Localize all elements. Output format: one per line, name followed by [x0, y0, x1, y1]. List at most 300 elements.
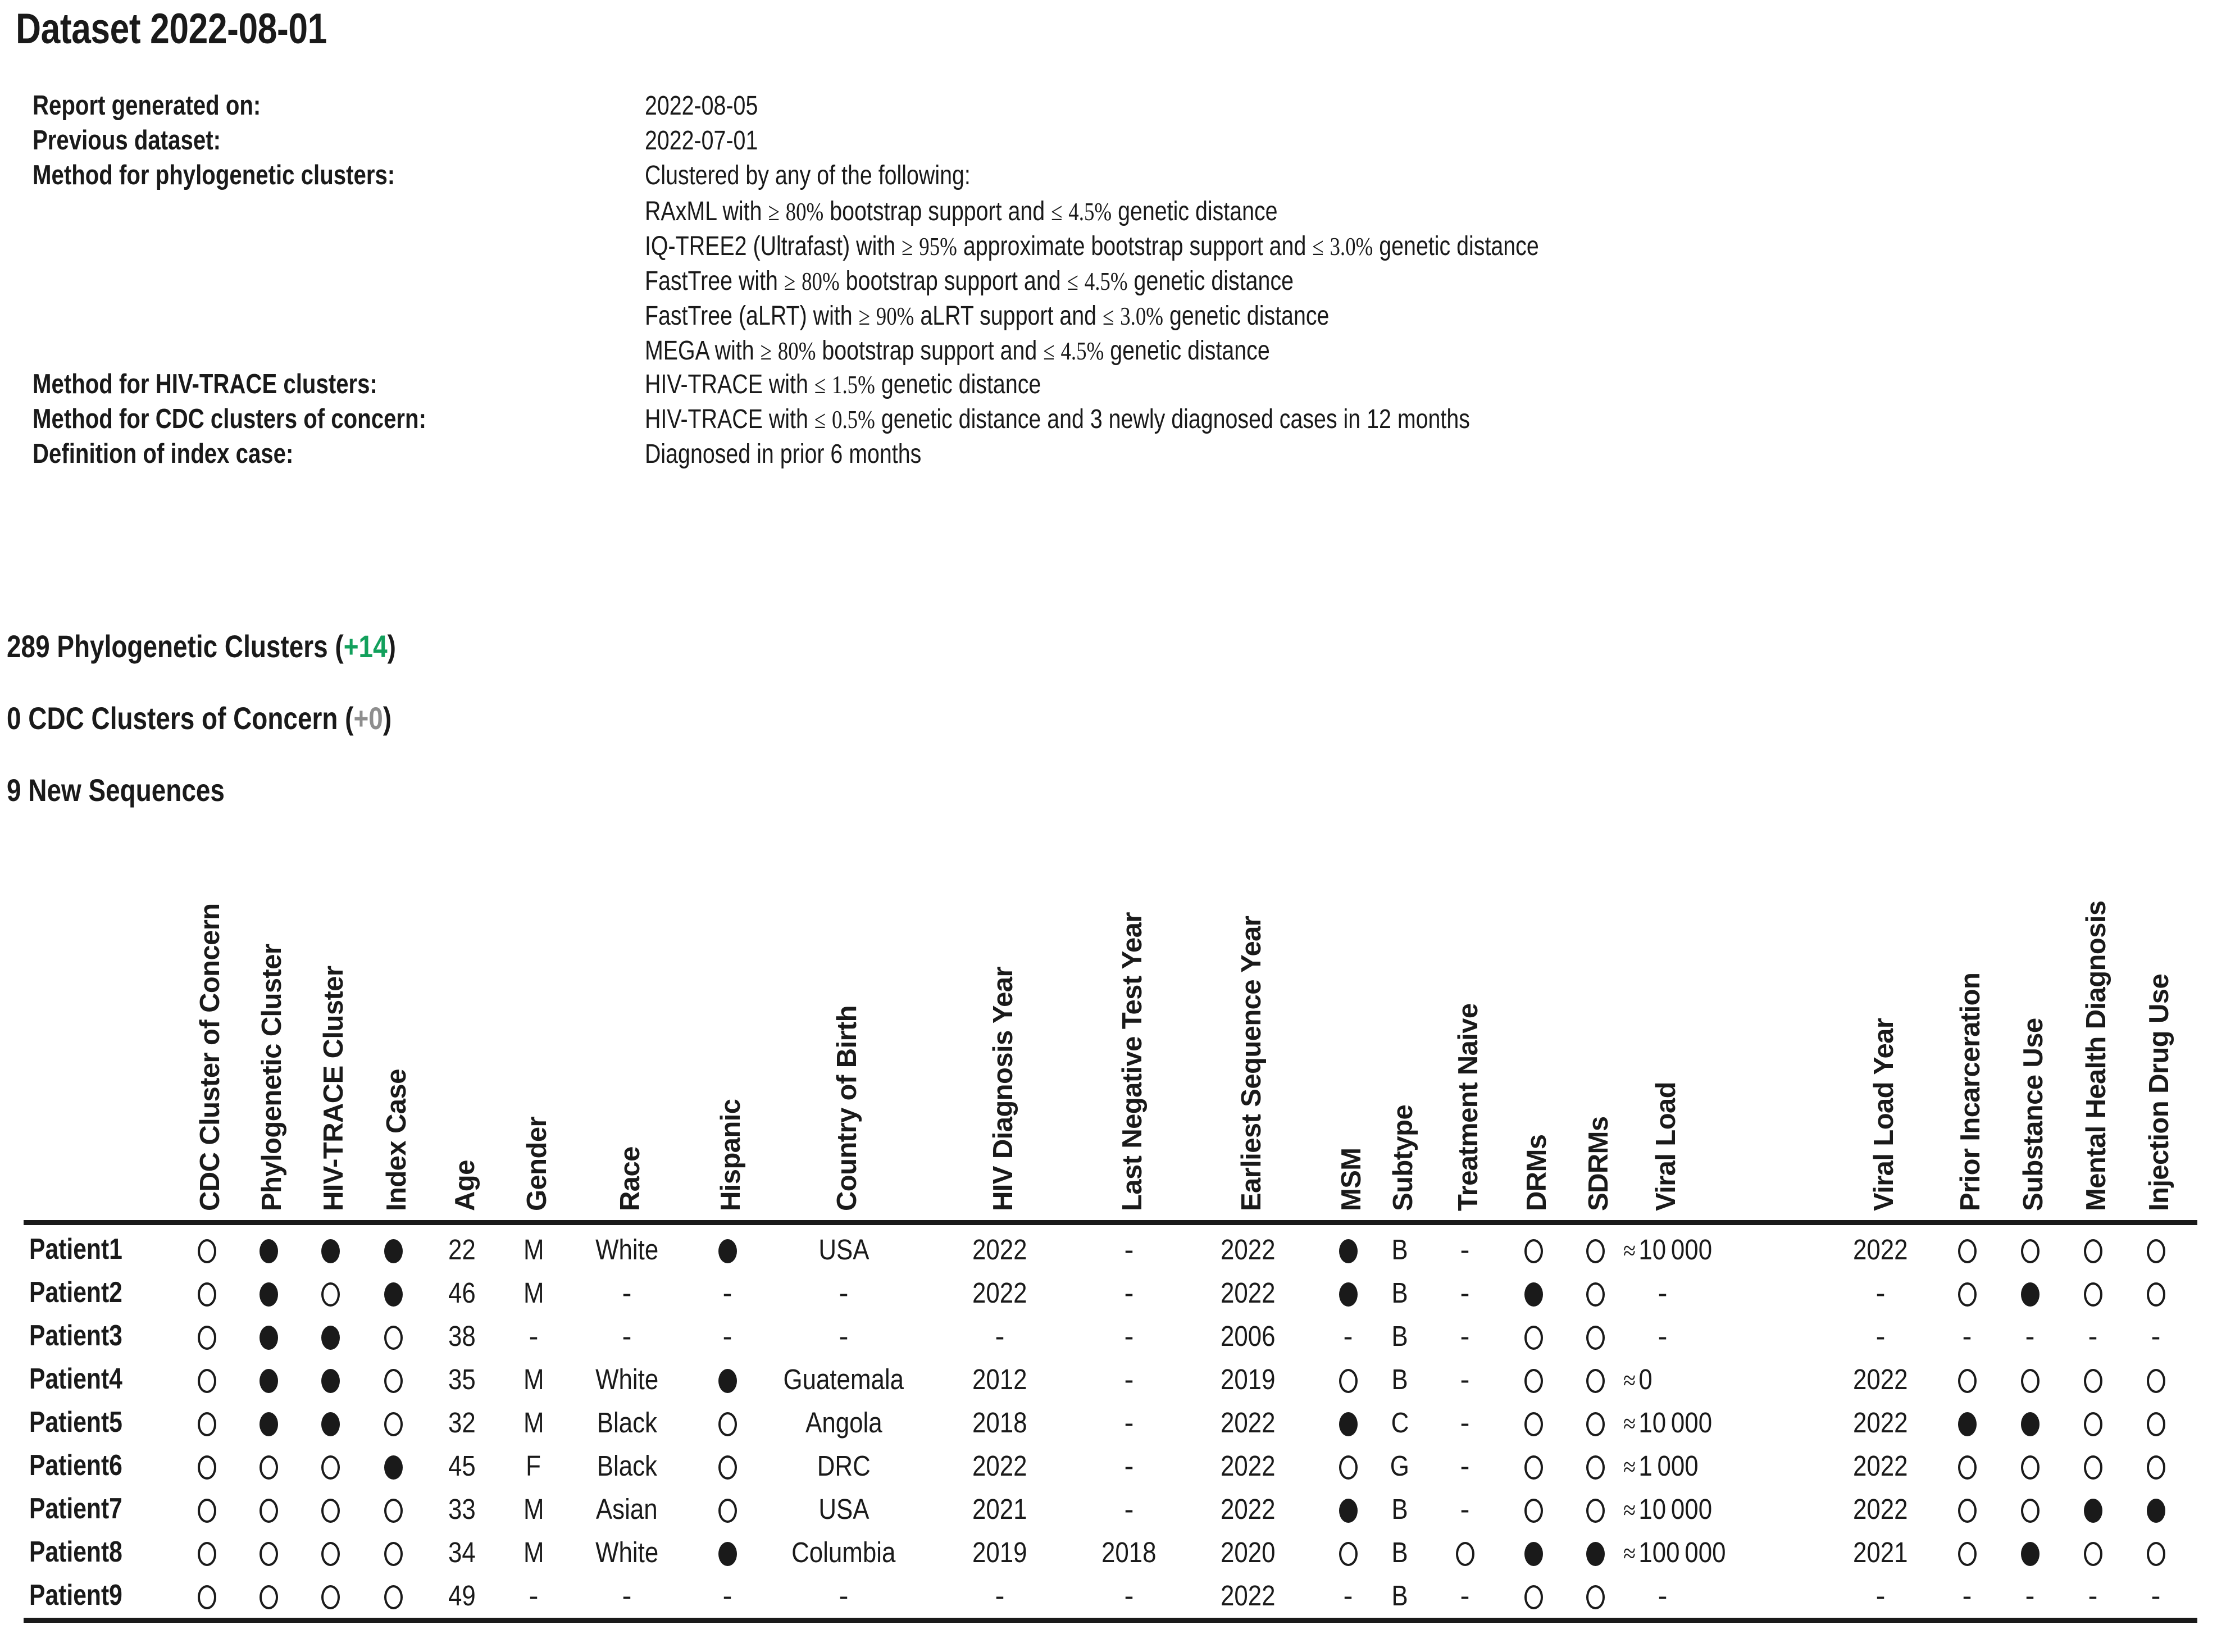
cell-text: 49	[448, 1580, 476, 1612]
cell-injection-drug-use	[2083, 1574, 2217, 1617]
column-header-gender: Gender	[522, 1117, 552, 1211]
cell-text: C	[1391, 1407, 1409, 1439]
cell-injection-drug-use	[2083, 1228, 2217, 1271]
cell-text: 35	[448, 1363, 476, 1395]
approximately-equal-icon: ≈	[1623, 1539, 1636, 1568]
meta-label-previous-dataset: Previous dataset:	[33, 125, 221, 156]
row-label-patient	[29, 1531, 143, 1574]
missing-value-dash: -	[1875, 1277, 1886, 1309]
missing-value-dash: -	[622, 1320, 632, 1352]
missing-value-dash: -	[2025, 1580, 2035, 1612]
meta-value-index-case: Diagnosed in prior 6 months	[645, 439, 922, 469]
row-label-text: Patient9	[29, 1579, 122, 1612]
cell-injection-drug-use	[2083, 1487, 2217, 1531]
cell-hiv-diagnosis-year	[927, 1487, 1073, 1531]
viral-load-value	[1623, 1358, 1652, 1403]
cell-text: Columbia	[791, 1536, 896, 1568]
cell-hiv-diagnosis-year	[927, 1401, 1073, 1444]
open-circle-icon	[2147, 1239, 2165, 1263]
cell-viral-load	[1590, 1271, 1736, 1314]
missing-value-dash: -	[1658, 1580, 1668, 1612]
table-header-row	[0, 809, 2217, 1211]
phylo-alrt-op1: ≥	[858, 302, 870, 330]
missing-value-dash: -	[722, 1580, 732, 1612]
missing-value-dash: -	[1124, 1580, 1134, 1612]
row-label-text: Patient4	[29, 1363, 122, 1395]
phylo-alrt-num2: 3.0%	[1120, 302, 1164, 330]
phylo-method-iqtree2	[645, 229, 2111, 264]
missing-value-dash: -	[722, 1277, 732, 1309]
row-label-text: Patient1	[29, 1233, 122, 1266]
cell-text: 2022	[1853, 1234, 1908, 1266]
cell-country-of-birth	[771, 1228, 917, 1271]
open-circle-icon	[1586, 1369, 1605, 1393]
summary-new-sequences	[7, 772, 272, 808]
cell-text: White	[595, 1536, 659, 1568]
missing-value-dash: -	[1124, 1450, 1134, 1482]
phylo-method-mega	[645, 334, 2111, 368]
viral-load-value	[1623, 1531, 1726, 1576]
page-title	[16, 4, 395, 53]
cdc-num: 0.5%	[832, 406, 875, 434]
table-row	[0, 1487, 2217, 1531]
cell-text: 32	[448, 1407, 476, 1439]
meta-row-index-case	[33, 438, 2111, 473]
missing-value-dash: -	[622, 1580, 632, 1612]
table-row	[0, 1444, 2217, 1487]
open-circle-icon	[2147, 1542, 2165, 1566]
cell-text: 33	[448, 1493, 476, 1525]
missing-value-dash: -	[1343, 1320, 1353, 1352]
cell-country-of-birth	[771, 1487, 917, 1531]
open-circle-icon	[1586, 1412, 1605, 1436]
summary-phylogenetic-clusters	[7, 628, 481, 665]
cell-text: 2022	[1221, 1407, 1276, 1439]
cell-country-of-birth	[771, 1531, 917, 1574]
row-label-patient	[29, 1401, 143, 1444]
summary-cdc-clusters-of-concern	[7, 700, 476, 736]
cell-text: 2022	[1853, 1493, 1908, 1525]
cell-hiv-diagnosis-year	[927, 1444, 1073, 1487]
cell-text: 22	[448, 1234, 476, 1266]
column-header-age: Age	[450, 1160, 480, 1211]
cell-text: 2018	[1101, 1536, 1157, 1568]
cell-text: 2022	[1221, 1234, 1276, 1266]
cell-injection-drug-use	[2083, 1314, 2217, 1358]
cell-text: B	[1391, 1493, 1408, 1525]
cell-text: White	[595, 1363, 659, 1395]
missing-value-dash: -	[995, 1320, 1005, 1352]
viral-load-number: 0	[1638, 1363, 1652, 1395]
phylo-alrt-post: genetic distance	[1163, 301, 1330, 331]
column-header-country-of-birth: Country of Birth	[832, 1005, 862, 1211]
cell-text: 2022	[1853, 1407, 1908, 1439]
cell-text: 2012	[972, 1363, 1027, 1395]
summary-cdc-delta: +0	[353, 700, 383, 736]
column-header-phylogenetic-cluster: Phylogenetic Cluster	[257, 944, 287, 1211]
table-row	[0, 1531, 2217, 1574]
cell-hiv-diagnosis-year	[927, 1531, 1073, 1574]
meta-row-previous-dataset	[33, 125, 2111, 160]
cell-injection-drug-use	[2083, 1401, 2217, 1444]
column-header-injection-drug-use: Injection Drug Use	[2144, 973, 2174, 1211]
filled-circle-icon	[2147, 1499, 2165, 1523]
missing-value-dash: -	[1460, 1580, 1470, 1612]
summary-cdc-count: 0 CDC Clusters of Concern (	[7, 700, 354, 736]
cell-text: Angola	[805, 1407, 882, 1439]
missing-value-dash: -	[1124, 1363, 1134, 1395]
cell-viral-load	[1590, 1574, 1736, 1617]
open-circle-icon	[1586, 1239, 1605, 1263]
cell-text: USA	[818, 1234, 869, 1266]
missing-value-dash: -	[839, 1580, 849, 1612]
missing-value-dash: -	[1875, 1580, 1886, 1612]
approximately-equal-icon: ≈	[1623, 1453, 1636, 1482]
missing-value-dash: -	[1124, 1493, 1134, 1525]
column-header-viral-load-year: Viral Load Year	[1869, 1018, 1899, 1211]
hivtrace-op: ≤	[814, 371, 826, 399]
phylo-raxml-mid: bootstrap support and	[823, 197, 1051, 226]
open-circle-icon	[2147, 1412, 2165, 1436]
table-top-rule	[24, 1220, 2197, 1225]
column-header-hiv-diagnosis-year: HIV Diagnosis Year	[988, 967, 1018, 1211]
phylo-mega-op1: ≥	[760, 337, 772, 365]
table-row	[0, 1401, 2217, 1444]
phylo-method-fasttree	[645, 264, 2111, 299]
phylo-fasttree-post: genetic distance	[1127, 266, 1294, 296]
summary-new-sequences-text: 9 New Sequences	[7, 772, 225, 808]
cell-hiv-diagnosis-year	[927, 1314, 1073, 1358]
column-header-mental-health-diagnosis: Mental Health Diagnosis	[2081, 900, 2111, 1211]
missing-value-dash: -	[995, 1580, 1005, 1612]
missing-value-dash: -	[1658, 1277, 1668, 1309]
cell-country-of-birth	[771, 1271, 917, 1314]
meta-value-previous-dataset: 2022-07-01	[645, 126, 758, 156]
missing-value-dash: -	[839, 1277, 849, 1309]
phylo-fasttree-pre: FastTree with	[645, 266, 784, 296]
approximately-equal-icon: ≈	[1623, 1366, 1636, 1395]
summary-phylo-delta: +14	[343, 629, 388, 664]
column-header-sdrms: SDRMs	[1583, 1116, 1614, 1211]
approximately-equal-icon: ≈	[1623, 1409, 1636, 1439]
missing-value-dash: -	[2151, 1580, 2161, 1612]
filled-circle-icon	[718, 1369, 737, 1393]
column-header-drms: DRMs	[1522, 1134, 1552, 1211]
phylo-raxml-num1: 80%	[785, 198, 824, 226]
column-header-earliest-sequence-year: Earliest Sequence Year	[1236, 916, 1267, 1211]
cell-text: 45	[448, 1450, 476, 1482]
table-row	[0, 1228, 2217, 1271]
phylo-fasttree-op1: ≥	[784, 267, 796, 295]
phylo-iqtree2-op2: ≤	[1312, 233, 1324, 261]
row-label-text: Patient5	[29, 1406, 122, 1439]
missing-value-dash: -	[622, 1277, 632, 1309]
phylo-raxml-op2: ≤	[1051, 198, 1063, 226]
phylo-mega-num2: 4.5%	[1060, 337, 1104, 365]
phylo-alrt-mid: aLRT support and	[914, 301, 1103, 331]
new-sequences-table	[0, 809, 2217, 1211]
cell-country-of-birth	[771, 1314, 917, 1358]
row-label-patient	[29, 1271, 143, 1314]
cell-country-of-birth	[771, 1401, 917, 1444]
phylo-mega-mid: bootstrap support and	[816, 336, 1044, 366]
open-circle-icon	[718, 1499, 737, 1523]
cell-text: M	[523, 1407, 544, 1439]
missing-value-dash: -	[722, 1320, 732, 1352]
cdc-post: genetic distance and 3 newly diagnosed cases in 12 months	[875, 404, 1470, 434]
cell-text: Guatemala	[783, 1363, 904, 1395]
cell-country-of-birth	[771, 1358, 917, 1401]
missing-value-dash: -	[1124, 1277, 1134, 1309]
row-label-text: Patient8	[29, 1536, 122, 1568]
open-circle-icon	[718, 1412, 737, 1436]
phylo-iqtree2-post: genetic distance	[1373, 231, 1539, 261]
missing-value-dash: -	[1460, 1363, 1470, 1395]
phylo-fasttree-num1: 80%	[802, 267, 840, 295]
row-label-text: Patient2	[29, 1276, 122, 1309]
cell-text: 2021	[972, 1493, 1027, 1525]
cell-text: 46	[448, 1277, 476, 1309]
summary-phylo-count: 289 Phylogenetic Clusters (	[7, 629, 344, 664]
row-label-text: Patient6	[29, 1449, 122, 1482]
column-header-last-negative-test-year: Last Negative Test Year	[1117, 912, 1148, 1211]
missing-value-dash: -	[529, 1580, 539, 1612]
meta-value-phylo-method-intro: Clustered by any of the following:	[645, 161, 971, 190]
meta-row-phylo-method	[33, 160, 2111, 194]
missing-value-dash: -	[1124, 1234, 1134, 1266]
row-label-patient	[29, 1487, 143, 1531]
column-header-substance-use: Substance Use	[2018, 1018, 2048, 1211]
cell-text: 38	[448, 1320, 476, 1352]
phylo-iqtree2-pre: IQ-TREE2 (Ultrafast) with	[645, 231, 902, 261]
cell-text: White	[595, 1234, 659, 1266]
open-circle-icon	[1586, 1499, 1605, 1523]
phylo-iqtree2-num1: 95%	[919, 233, 957, 261]
meta-label-cdc-method: Method for CDC clusters of concern:	[33, 404, 426, 434]
phylo-raxml-num2: 4.5%	[1068, 198, 1112, 226]
phylo-method-raxml	[645, 194, 2111, 229]
cell-text: 2022	[1221, 1493, 1276, 1525]
open-circle-icon	[718, 1455, 737, 1480]
row-label-text: Patient3	[29, 1319, 122, 1352]
cell-text: 2018	[972, 1407, 1027, 1439]
cell-hiv-diagnosis-year	[927, 1358, 1073, 1401]
table-row	[0, 1358, 2217, 1401]
table-row	[0, 1314, 2217, 1358]
cell-text: 2020	[1221, 1536, 1276, 1568]
row-label-text: Patient7	[29, 1492, 122, 1525]
cell-text: M	[523, 1277, 544, 1309]
open-circle-icon	[1586, 1455, 1605, 1480]
cell-text: 2022	[1853, 1450, 1908, 1482]
cell-country-of-birth	[771, 1574, 917, 1617]
missing-value-dash: -	[1460, 1234, 1470, 1266]
cell-text: B	[1391, 1320, 1408, 1352]
missing-value-dash: -	[1658, 1320, 1668, 1352]
cell-text: F	[526, 1450, 541, 1482]
meta-row-cdc-method	[33, 403, 2111, 438]
phylo-alrt-num1: 90%	[876, 302, 914, 330]
phylo-raxml-post: genetic distance	[1112, 197, 1278, 226]
cell-text: B	[1391, 1580, 1408, 1612]
missing-value-dash: -	[529, 1320, 539, 1352]
phylo-mega-pre: MEGA with	[645, 336, 761, 366]
phylo-iqtree2-op1: ≥	[902, 233, 913, 261]
column-header-hispanic: Hispanic	[716, 1099, 746, 1211]
cell-text: 2022	[972, 1450, 1027, 1482]
phylo-iqtree2-mid: approximate bootstrap support and	[957, 231, 1313, 261]
row-label-patient	[29, 1574, 143, 1617]
summary-phylo-close: )	[387, 629, 396, 664]
page-title-text: Dataset 2022-08-01	[16, 5, 327, 53]
viral-load-number: 10 000	[1638, 1407, 1713, 1439]
missing-value-dash: -	[1962, 1580, 1972, 1612]
cell-text: 2022	[1221, 1277, 1276, 1309]
filled-circle-icon	[718, 1542, 737, 1566]
cell-hiv-diagnosis-year	[927, 1574, 1073, 1617]
missing-value-dash: -	[1124, 1320, 1134, 1352]
hivtrace-pre: HIV-TRACE with	[645, 370, 814, 399]
phylo-alrt-op2: ≤	[1102, 302, 1114, 330]
phylo-method-fasttree-alrt	[645, 299, 2111, 334]
meta-label-index-case: Definition of index case:	[33, 439, 294, 469]
viral-load-value	[1623, 1228, 1712, 1273]
row-label-patient	[29, 1358, 143, 1401]
phylo-fasttree-num2: 4.5%	[1084, 267, 1128, 295]
viral-load-value	[1623, 1401, 1712, 1446]
cell-text: 2022	[1221, 1580, 1276, 1612]
cell-text: B	[1391, 1536, 1408, 1568]
cell-text: 2022	[1853, 1363, 1908, 1395]
phylo-fasttree-op2: ≤	[1067, 267, 1078, 295]
cell-text: B	[1391, 1234, 1408, 1266]
table-row	[0, 1574, 2217, 1617]
cell-injection-drug-use	[2083, 1271, 2217, 1314]
cell-text: DRC	[817, 1450, 871, 1482]
missing-value-dash: -	[1460, 1407, 1470, 1439]
hivtrace-post: genetic distance	[875, 370, 1041, 399]
cell-hiv-diagnosis-year	[927, 1271, 1073, 1314]
cell-hiv-diagnosis-year	[927, 1228, 1073, 1271]
phylo-mega-num1: 80%	[777, 337, 816, 365]
missing-value-dash: -	[839, 1320, 849, 1352]
meta-label-phylo-method: Method for phylogenetic clusters:	[33, 160, 395, 190]
column-header-prior-incarceration: Prior Incarceration	[1955, 972, 1986, 1211]
viral-load-value	[1623, 1487, 1712, 1532]
cell-text: Black	[597, 1407, 657, 1439]
table-bottom-rule	[24, 1618, 2197, 1623]
summary-cdc-close: )	[383, 700, 392, 736]
approximately-equal-icon: ≈	[1623, 1236, 1636, 1266]
missing-value-dash: -	[1460, 1277, 1470, 1309]
cell-text: 2019	[972, 1536, 1027, 1568]
phylo-mega-op2: ≤	[1043, 337, 1055, 365]
meta-row-report-generated	[33, 90, 2111, 125]
cell-text: 2022	[1221, 1450, 1276, 1482]
phylo-raxml-pre: RAxML with	[645, 197, 768, 226]
column-header-index-case: Index Case	[381, 1069, 412, 1211]
missing-value-dash: -	[2088, 1320, 2098, 1352]
missing-value-dash: -	[2088, 1580, 2098, 1612]
missing-value-dash: -	[1875, 1320, 1886, 1352]
table-row	[0, 1271, 2217, 1314]
metadata-block	[33, 90, 2111, 473]
cell-text: M	[523, 1234, 544, 1266]
cell-country-of-birth	[771, 1444, 917, 1487]
viral-load-number: 100 000	[1638, 1536, 1726, 1568]
cell-text: 34	[448, 1536, 476, 1568]
missing-value-dash: -	[1124, 1407, 1134, 1439]
cell-text: 2022	[972, 1277, 1027, 1309]
phylo-iqtree2-num2: 3.0%	[1330, 233, 1373, 261]
viral-load-value	[1623, 1444, 1699, 1489]
meta-value-report-generated: 2022-08-05	[645, 91, 758, 121]
cell-text: M	[523, 1536, 544, 1568]
approximately-equal-icon: ≈	[1623, 1496, 1636, 1525]
cell-text: M	[523, 1493, 544, 1525]
cell-text: B	[1391, 1277, 1408, 1309]
column-header-msm: MSM	[1336, 1148, 1367, 1211]
column-header-race: Race	[615, 1146, 645, 1211]
cell-text: Asian	[596, 1493, 658, 1525]
cell-text: USA	[818, 1493, 869, 1525]
cdc-op: ≤	[814, 406, 826, 434]
cell-text: B	[1391, 1363, 1408, 1395]
cell-injection-drug-use	[2083, 1358, 2217, 1401]
missing-value-dash: -	[1460, 1450, 1470, 1482]
column-header-treatment-naive: Treatment Naive	[1453, 1003, 1483, 1211]
open-circle-icon	[2147, 1369, 2165, 1393]
open-circle-icon	[2147, 1282, 2165, 1307]
cell-text: 2019	[1221, 1363, 1276, 1395]
column-header-subtype: Subtype	[1388, 1104, 1418, 1211]
column-header-hiv-trace-cluster: HIV-TRACE Cluster	[318, 966, 349, 1211]
filled-circle-icon	[718, 1239, 737, 1263]
cell-text: 2021	[1853, 1536, 1908, 1568]
viral-load-number: 10 000	[1638, 1234, 1713, 1266]
row-label-patient	[29, 1228, 143, 1271]
cell-text: 2006	[1221, 1320, 1276, 1352]
row-label-patient	[29, 1314, 143, 1358]
cell-injection-drug-use	[2083, 1531, 2217, 1574]
viral-load-number: 1 000	[1638, 1450, 1699, 1482]
missing-value-dash: -	[1460, 1320, 1470, 1352]
viral-load-number: 10 000	[1638, 1493, 1713, 1525]
missing-value-dash: -	[2025, 1320, 2035, 1352]
phylo-fasttree-mid: bootstrap support and	[839, 266, 1067, 296]
missing-value-dash: -	[2151, 1320, 2161, 1352]
table-body	[0, 1228, 2217, 1617]
cell-text: 2022	[972, 1234, 1027, 1266]
cell-text: G	[1390, 1450, 1410, 1482]
cell-injection-drug-use	[2083, 1444, 2217, 1487]
cell-viral-load	[1590, 1314, 1736, 1358]
missing-value-dash: -	[1460, 1493, 1470, 1525]
column-header-cdc-cluster-of-concern: CDC Cluster of Concern	[195, 903, 225, 1211]
cell-text: M	[523, 1363, 544, 1395]
meta-row-hivtrace-method	[33, 368, 2111, 403]
column-header-viral-load: Viral Load	[1651, 1081, 1681, 1211]
phylo-mega-post: genetic distance	[1104, 336, 1270, 366]
open-circle-icon	[2147, 1455, 2165, 1480]
cdc-pre: HIV-TRACE with	[645, 404, 814, 434]
meta-label-report-generated: Report generated on:	[33, 90, 261, 121]
row-label-patient	[29, 1444, 143, 1487]
filled-circle-icon	[1586, 1542, 1605, 1566]
phylo-alrt-pre: FastTree (aLRT) with	[645, 301, 859, 331]
missing-value-dash: -	[1962, 1320, 1972, 1352]
hivtrace-num: 1.5%	[832, 371, 875, 399]
